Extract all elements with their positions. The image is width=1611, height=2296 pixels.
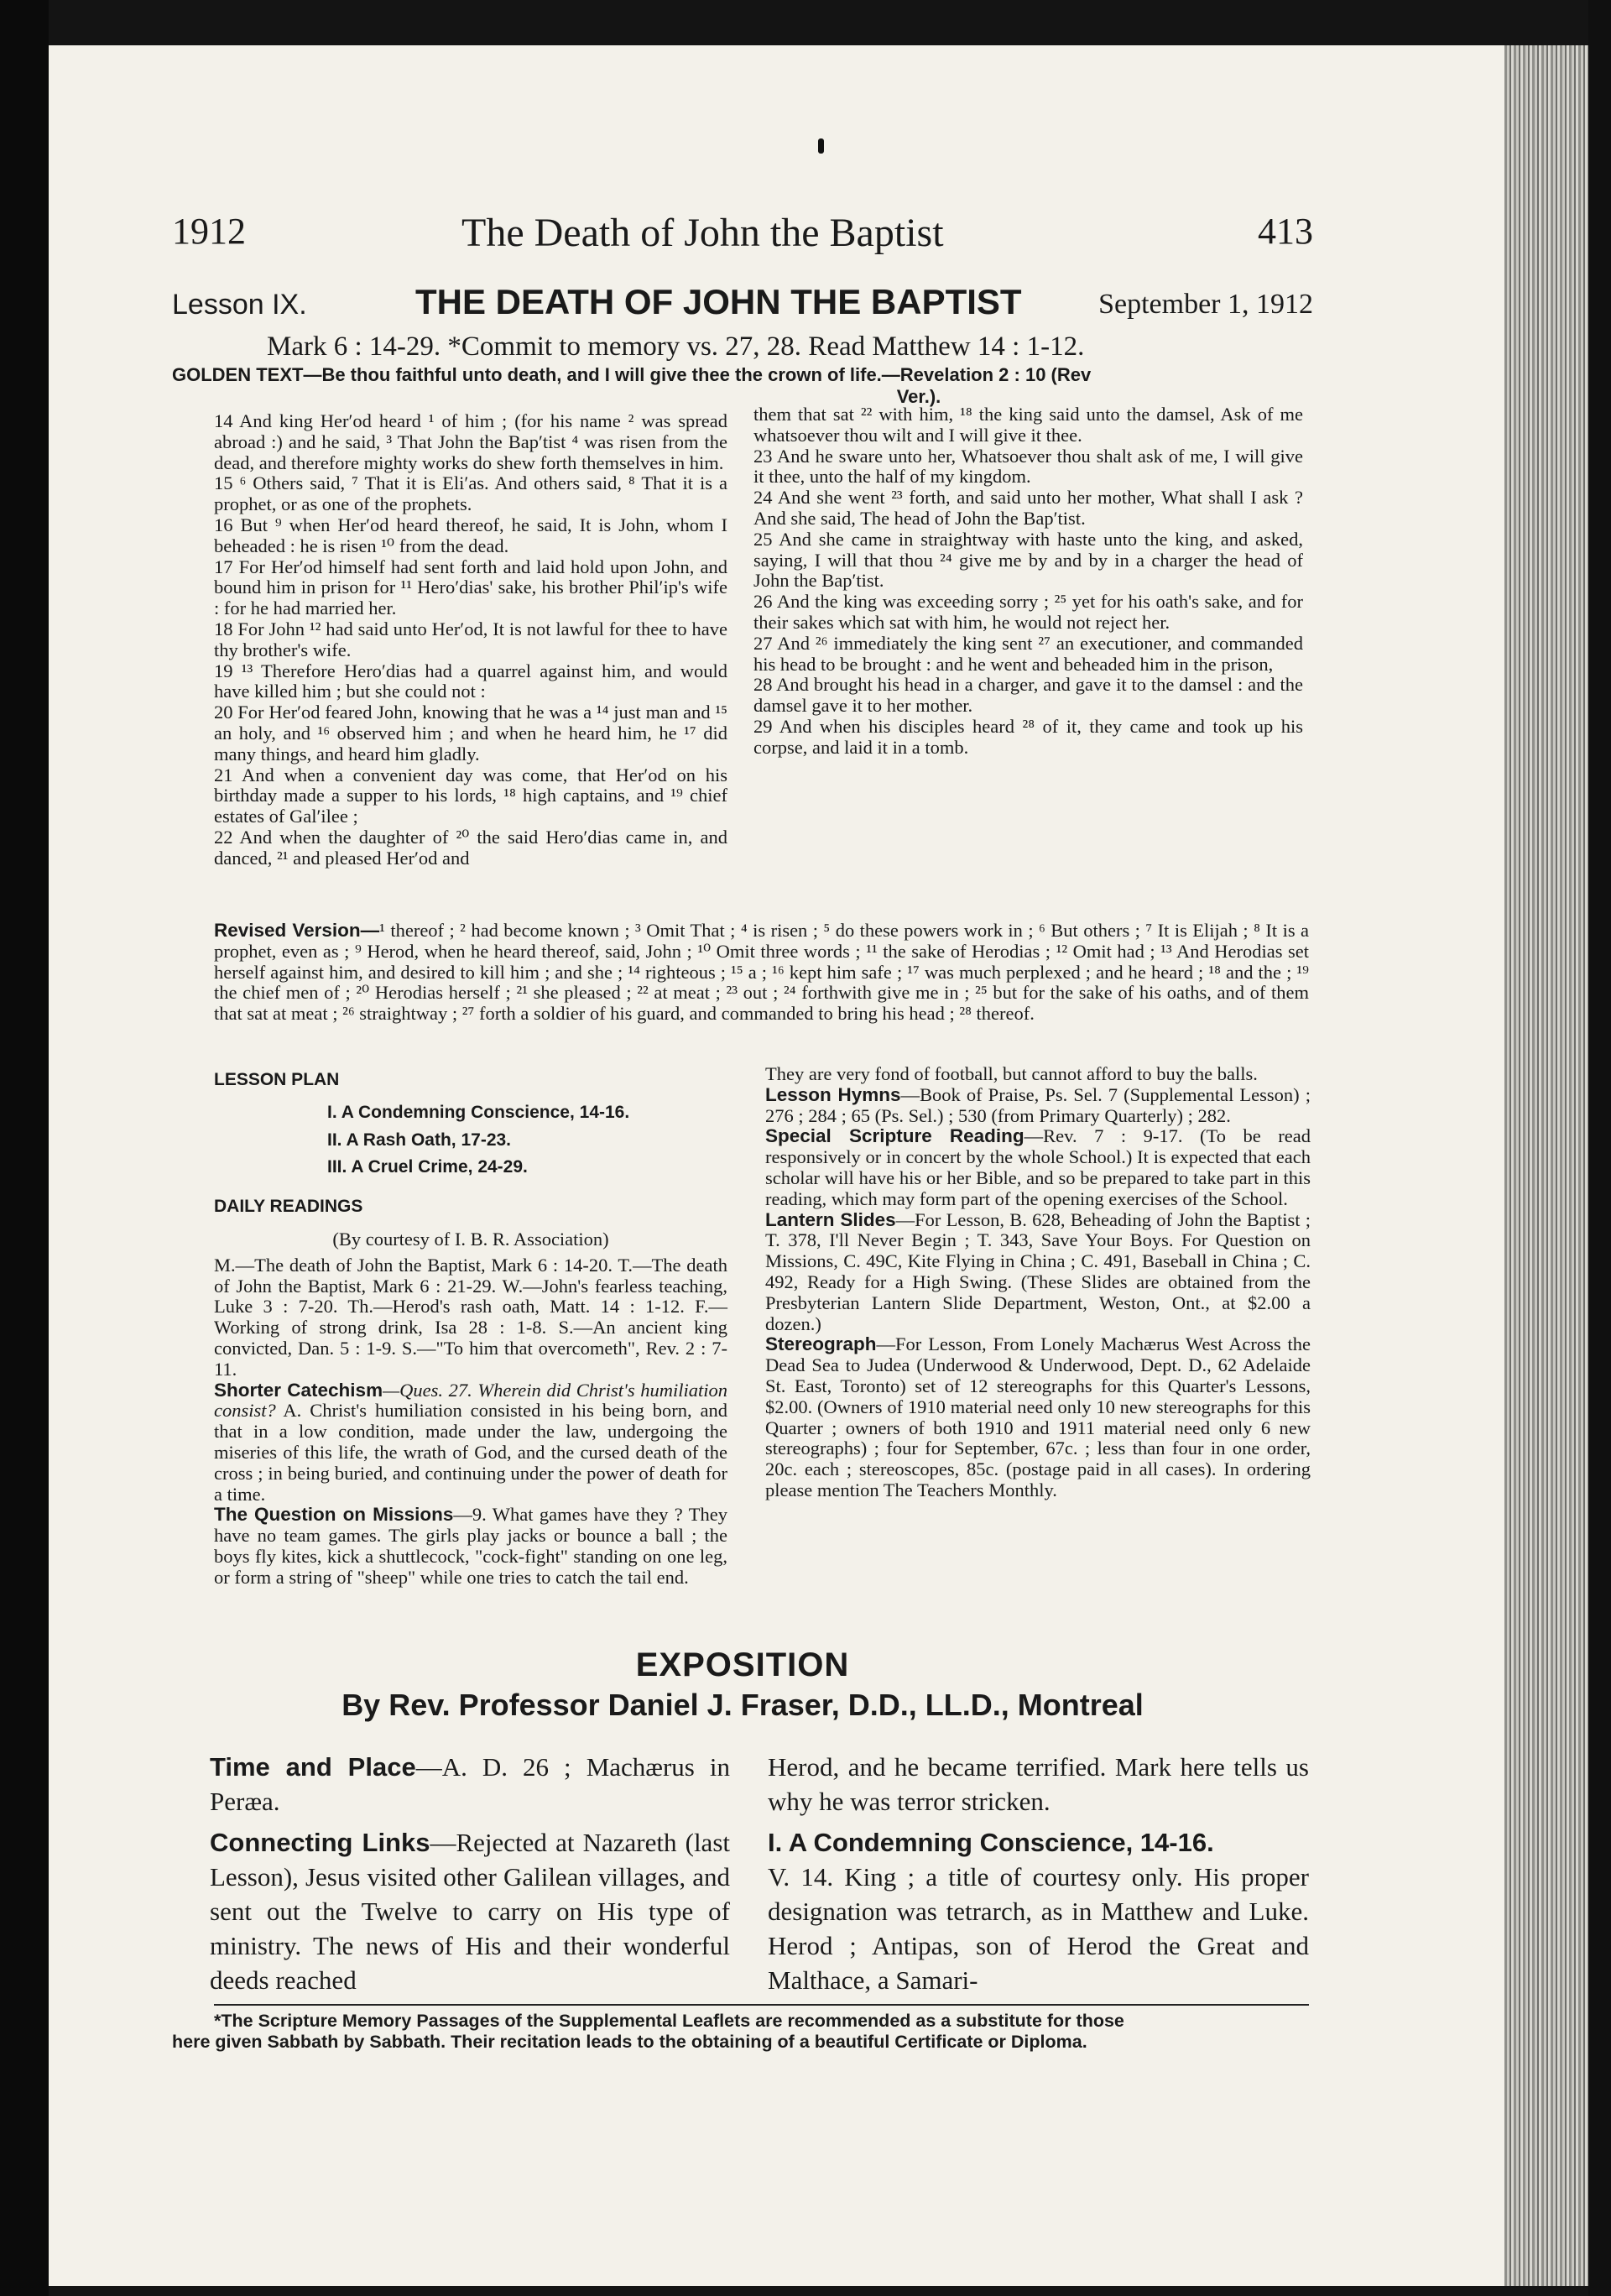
exposition-header (172, 1645, 1313, 1725)
scripture-right-column (753, 404, 1303, 759)
verse: 20 For Her′od feared John, knowing that he was a ¹⁴ just man and ¹⁵ an holy, and ¹⁶ observed him ; and when he heard him, he ¹⁷ did many things, and heard him gladly. (214, 702, 727, 764)
verse: 22 And when the daughter of ²⁰ the said Hero′dias came in, and danced, ²¹ and pleased Her′od and (214, 826, 727, 869)
catechism-label: Shorter Catechism (214, 1379, 383, 1401)
golden-text (172, 364, 1313, 408)
lesson-plan-item: III. A Cruel Crime, 24-29. (327, 1157, 528, 1177)
scan-left-border (0, 0, 49, 2296)
verse: 18 For John ¹² had said unto Her′od, It is not lawful for thee to have thy brother's wife. (214, 618, 727, 660)
verse: 29 And when his disciples heard ²⁸ of it, they came and took up his corpse, and laid it in a tomb. (753, 715, 1303, 758)
missions-label: The Question on Missions (214, 1504, 454, 1526)
missions-text: —9. What games have they ? They have no team games. The girls play jacks or bounce a ball ; the boys fly kites, kick a shuttlecock, "cock-fight" standing on one leg, or form a string of "sheep" while one tries to catch the tail end. (214, 1504, 727, 1588)
verse: 25 And she came in straightway with haste unto the king, and asked, saying, I will that thou ²⁴ give me by and by in a charger the head of John the Bap′tist. (753, 528, 1303, 592)
verse: 24 And she went ²³ forth, and said unto her mother, What shall I ask ? And she said, The head of John the Bap′tist. (753, 487, 1303, 529)
verse: 17 For Her′od himself had sent forth and laid hold upon John, and bound him in prison for ¹¹ Hero′dias' sake, his brother Phil′ip's wife : for he had married her. (214, 556, 727, 619)
daily-readings-text: M.—The death of John the Baptist, Mark 6 : 14-20. T.—The death of John the Baptist, Mark 6 : 21-29. W.—John's fearless teaching, Luke 3 : 7-20. Th.—Herod's rash oath, Matt. 14 : 1-12. F.—Working of strong drink, Isa 28 : 1-8. S.—An ancient king convicted, Dan. 5 : 1-9. S.—"To him that overcometh", Rev. 2 : 7-11. (214, 1254, 727, 1380)
header-year: 1912 (172, 211, 246, 252)
revised-version-text: ¹ thereof ; ² had become known ; ³ Omit That ; ⁴ is risen ; ⁵ do these powers work in ; ⁶ But others ; ⁷ It is Elijah ; ⁸ It is a prophet, even as ; ⁹ Herod, when he heard thereof, said, John ; ¹⁰ Omit three words ; ¹¹ the sake of Herodias ; ¹² Omit had ; ¹³ And Herodias set herself against him, and desired to kill him ; and she ; ¹⁴ righteous ; ¹⁵ a ; ¹⁶ kept him safe ; ¹⁷ was much perplexed ; and he heard ; ¹⁸ and the ; ¹⁹ the chief men of ; ²⁰ Herodias herself ; ²¹ she pleased ; ²² at meat ; ²³ out ; ²⁴ forthwith give me in ; ²⁵ but for the sake of his oaths, and of them that sat at meat ; ²⁶ straightway ; ²⁷ forth a soldier of his guard, and commanded to bring his head ; ²⁸ thereof. (214, 920, 1309, 1025)
running-header (172, 210, 1313, 269)
exposition-right-column (768, 1750, 1309, 1997)
footnote-line-1: *The Scripture Memory Passages of the Supplemental Leaflets are recommended as a substitute for those (214, 2011, 1124, 2031)
daily-readings-heading: DAILY READINGS (214, 1197, 363, 1217)
scripture-reading-text: —Rev. 7 : 9-17. (To be read responsively or in concert by the whole School.) It is expected that each scholar will have his or her Bible, and so be prepared to take part in this reading, which may form part of the opening exercises of the School. (765, 1125, 1311, 1209)
missions-continued: They are very fond of football, but cannot afford to buy the balls. (765, 1063, 1258, 1084)
exposition-title: EXPOSITION (635, 1646, 850, 1683)
verse: 16 But ⁹ when Her′od heard thereof, he said, It is John, whom I beheaded : he is risen ¹⁰ from the dead. (214, 514, 727, 556)
exposition-paragraph: Herod, and he became terrified. Mark here tells us why he was terror stricken. (768, 1752, 1309, 1816)
section-heading: I. A Condemning Conscience, 14-16. (768, 1828, 1214, 1857)
verse-14-commentary: V. 14. King ; a title of courtesy only. His proper designation was tetrarch, as in Matthew and Luke. Herod ; Antipas, son of Herod the Great and Malthace, a Samari- (768, 1862, 1309, 1995)
golden-text-line-1: GOLDEN TEXT—Be thou faithful unto death, and I will give thee the crown of life.—Revelation 2 : 10 (Rev (172, 364, 1092, 385)
time-place-text: —A. D. 26 ; Machærus in Peræa. (210, 1752, 730, 1816)
footnote-line-2: here given Sabbath by Sabbath. Their recitation leads to the obtaining of a beautiful Certificate or Diploma. (172, 2032, 1087, 2052)
lesson-plan-heading: LESSON PLAN (214, 1070, 340, 1089)
exposition-left-column (210, 1750, 730, 1997)
daily-readings-courtesy: (By courtesy of I. B. R. Association) (332, 1228, 609, 1250)
printer-mark (818, 138, 824, 154)
lantern-slides-text: —For Lesson, B. 628, Beheading of John the Baptist ; T. 378, I'll Never Begin ; T. 343, Save Your Boys. For Question on Missions, C. 49C, Kite Flying in China ; C. 491, Baseball in China ; C. 492, Ready for a High Swing. (These Slides are obtained from the Presbyterian Lantern Slide Department, Weston, Ont., at $2.00 a dozen.) (765, 1208, 1311, 1334)
verse: 26 And the king was exceeding sorry ; ²⁵ yet for his oath's sake, and for their sakes which sat with him, he would not reject her. (753, 591, 1303, 633)
header-title: The Death of John the Baptist (461, 211, 944, 255)
connecting-links-text: —Rejected at Nazareth (last Lesson), Jesus visited other Galilean villages, and sent out the Twelve to carry on His type of ministry. The news of His and their wonderful deeds reached (210, 1828, 730, 1995)
lesson-aids-left-column (214, 1070, 727, 1589)
time-place-label: Time and Place (210, 1752, 416, 1782)
lesson-header (172, 282, 1313, 332)
footnote-rule (214, 2004, 1309, 2006)
revised-version-label: Revised Version— (214, 920, 380, 941)
stereograph-label: Stereograph (765, 1333, 877, 1355)
stereograph-text: —For Lesson, From Lonely Machærus West Across the Dead Sea to Judea (Underwood & Underwood, Dept. D., 62 Adelaide St. East, Toronto) set of 12 stereographs for this Quarter's Lessons, $2.00. (Owners of 1910 material need only 10 new stereographs for this Quarter ; owners of both 1910 and 1911 material need only 6 new stereographs) ; four for September, 67c. ; less than four in one order, 20c. each ; stereoscopes, 85c. (postage paid in all cases). In ordering please mention The Teachers Monthly. (765, 1333, 1311, 1500)
lesson-date: September 1, 1912 (1098, 289, 1313, 320)
lantern-slides-label: Lantern Slides (765, 1208, 896, 1230)
golden-text-line-2: Ver.). (896, 386, 941, 407)
verse: 14 And king Her′od heard ¹ of him ; (for his name ² was spread abroad :) and he said, ³ That John the Bap′tist ⁴ was risen from the dead, and therefore mighty works do shew forth themselves in him. (214, 410, 727, 473)
verse: 23 And he sware unto her, Whatsoever thou shalt ask of me, I will give it thee, unto the half of my kingdom. (753, 445, 1303, 488)
lesson-number: Lesson IX. (172, 289, 307, 321)
connecting-links-label: Connecting Links (210, 1828, 430, 1857)
lesson-plan-item: II. A Rash Oath, 17-23. (327, 1130, 512, 1150)
hymns-label: Lesson Hymns (765, 1083, 901, 1105)
catechism-question: —Ques. 27. Wherein did Christ's humiliation consist? (214, 1379, 728, 1422)
lesson-plan-item: I. A Condemning Conscience, 14-16. (327, 1102, 630, 1122)
exposition-byline: By Rev. Professor Daniel J. Fraser, D.D., LL.D., Montreal (341, 1688, 1144, 1722)
verse: 19 ¹³ Therefore Hero′dias had a quarrel against him, and would have killed him ; but she could not : (214, 660, 727, 702)
page-number: 413 (1258, 211, 1313, 252)
verse: them that sat ²² with him, ¹⁸ the king said unto the damsel, Ask of me whatsoever thou wilt and I will give it thee. (753, 404, 1303, 446)
hymns-text: —Book of Praise, Ps. Sel. 7 (Supplemental Lesson) ; 276 ; 284 ; 65 (Ps. Sel.) ; 530 (from Primary Quarterly) ; 282. (765, 1083, 1311, 1126)
scripture-reference: Mark 6 : 14-29. *Commit to memory vs. 27, 28. Read Matthew 14 : 1-12. (267, 331, 1085, 362)
verse: 21 And when a convenient day was come, that Her′od on his birthday made a supper to his lords, ¹⁸ high captains, and ¹⁹ chief estates of Gal′ilee ; (214, 764, 727, 827)
verse: 27 And ²⁶ immediately the king sent ²⁷ an executioner, and commanded his head to be brought : and he went and beheaded him in the prison, (753, 632, 1303, 675)
scripture-reading-label: Special Scripture Reading (765, 1125, 1024, 1147)
verse: 15 ⁶ Others said, ⁷ That it is Eli′as. And others said, ⁸ That it is a prophet, or as one of the prophets. (214, 472, 727, 515)
lesson-aids-right-column (765, 1064, 1311, 1501)
page-stack-edge (1504, 45, 1588, 2286)
verse: 28 And brought his head in a charger, and gave it to the damsel : and the damsel gave it to her mother. (753, 674, 1303, 717)
scripture-left-column (214, 411, 727, 869)
scan-right-border (1588, 0, 1611, 2296)
footnote (172, 2011, 1313, 2053)
catechism-answer: A. Christ's humiliation consisted in his being born, and that in a low condition, made under the law, undergoing the miseries of this life, the wrath of God, and the cursed death of the cross ; in being buried, and continuing under the power of death for a time. (214, 1400, 727, 1505)
lesson-title: THE DEATH OF JOHN THE BAPTIST (415, 282, 1022, 321)
revised-version-notes (214, 921, 1309, 1025)
